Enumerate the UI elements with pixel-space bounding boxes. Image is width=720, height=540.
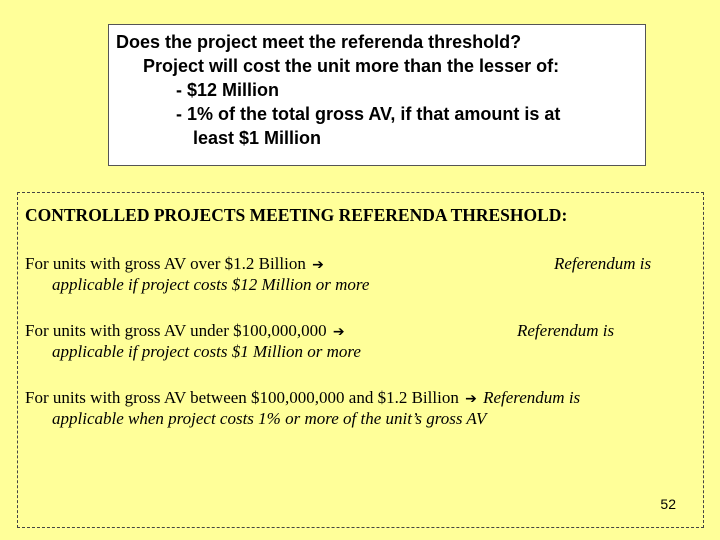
thresholds-heading: CONTROLLED PROJECTS MEETING REFERENDA THRESHOLD: — [25, 205, 568, 225]
threshold-rule — [25, 254, 652, 295]
rule-result: applicable if project costs $1 Million or more — [52, 342, 361, 361]
thresholds-box — [17, 192, 704, 528]
question-line: least $1 Million — [193, 128, 322, 148]
question-line: - $12 Million — [176, 80, 280, 100]
rule-condition: For units with gross AV between $100,000,000 and $1.2 Billion — [25, 388, 459, 407]
question-line: Does the project meet the referenda threshold? — [116, 32, 522, 52]
question-line: Project will cost the unit more than the lesser of: — [143, 56, 560, 76]
rule-result-lead: Referendum is — [483, 388, 581, 407]
right-arrow-icon: ➔ — [312, 257, 324, 273]
rule-condition: For units with gross AV under $100,000,000 — [25, 321, 327, 340]
rule-condition: For units with gross AV over $1.2 Billion — [25, 254, 306, 273]
rule-result-lead: Referendum is — [517, 321, 615, 340]
rule-result: applicable if project costs $12 Million or more — [52, 275, 370, 294]
question-box — [108, 24, 646, 166]
right-arrow-icon: ➔ — [465, 391, 477, 407]
rule-result-lead: Referendum is — [554, 254, 652, 273]
question-line: - 1% of the total gross AV, if that amount is at — [176, 104, 561, 124]
threshold-rule — [25, 388, 580, 429]
rule-result: applicable when project costs 1% or more of the unit’s gross AV — [52, 409, 487, 428]
page-number: 52 — [660, 496, 676, 512]
threshold-rule — [25, 321, 615, 362]
right-arrow-icon: ➔ — [332, 324, 345, 340]
